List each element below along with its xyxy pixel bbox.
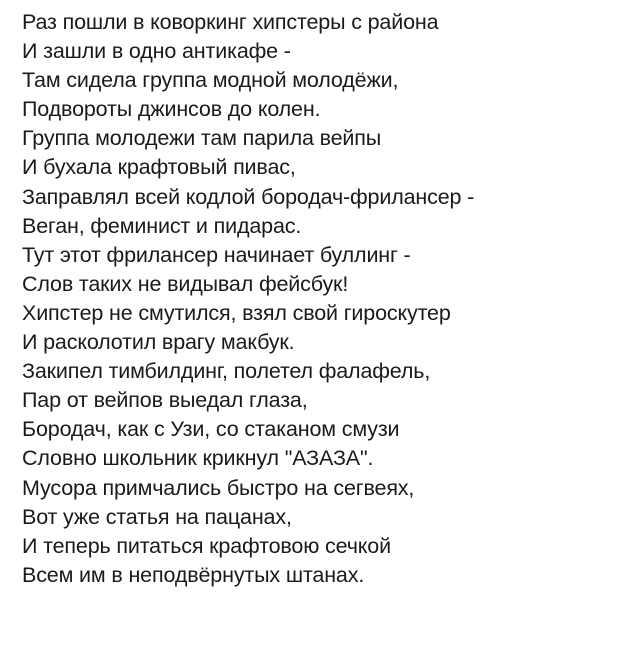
poem-line: Пар от вейпов выедал глаза, (22, 388, 308, 413)
poem-line: И зашли в одно антикафе - (22, 39, 291, 64)
poem-line: Закипел тимбилдинг, полетел фалафель, (22, 359, 431, 384)
poem-line: И теперь питаться крафтовою сечкой (22, 533, 391, 558)
poem-line: Слов таких не видывал фейсбук! (22, 271, 349, 296)
poem-line: Там сидела группа модной молодёжи, (22, 68, 399, 93)
poem-line: Заправлял всей кодлой бородач-фрилансер - (22, 184, 475, 209)
poem-line: Тут этот фрилансер начинает буллинг - (22, 242, 411, 267)
poem-line: Бородач, как с Узи, со стаканом смузи (22, 417, 400, 442)
poem-line: Вот уже статья на пацанах, (22, 504, 292, 529)
poem-line: Хипстер не смутился, взял свой гироскутер (22, 300, 451, 325)
poem-text (22, 8, 622, 590)
poem-line: И расколотил врагу макбук. (22, 330, 295, 355)
poem-line: Группа молодежи там парила вейпы (22, 126, 382, 151)
poem-line: Раз пошли в коворкинг хипстеры с района (22, 10, 439, 34)
poem-line: Словно школьник крикнул "АЗАЗА". (22, 446, 374, 471)
poem-line: Подвороты джинсов до колен. (22, 97, 321, 122)
poem-line: Всем им в неподвёрнутых штанах. (22, 562, 365, 587)
poem-line: Веган, феминист и пидарас. (22, 213, 302, 238)
poem-line: Мусора примчались быстро на сегвеях, (22, 475, 415, 500)
poem-line: И бухала крафтовый пивас, (22, 155, 296, 180)
